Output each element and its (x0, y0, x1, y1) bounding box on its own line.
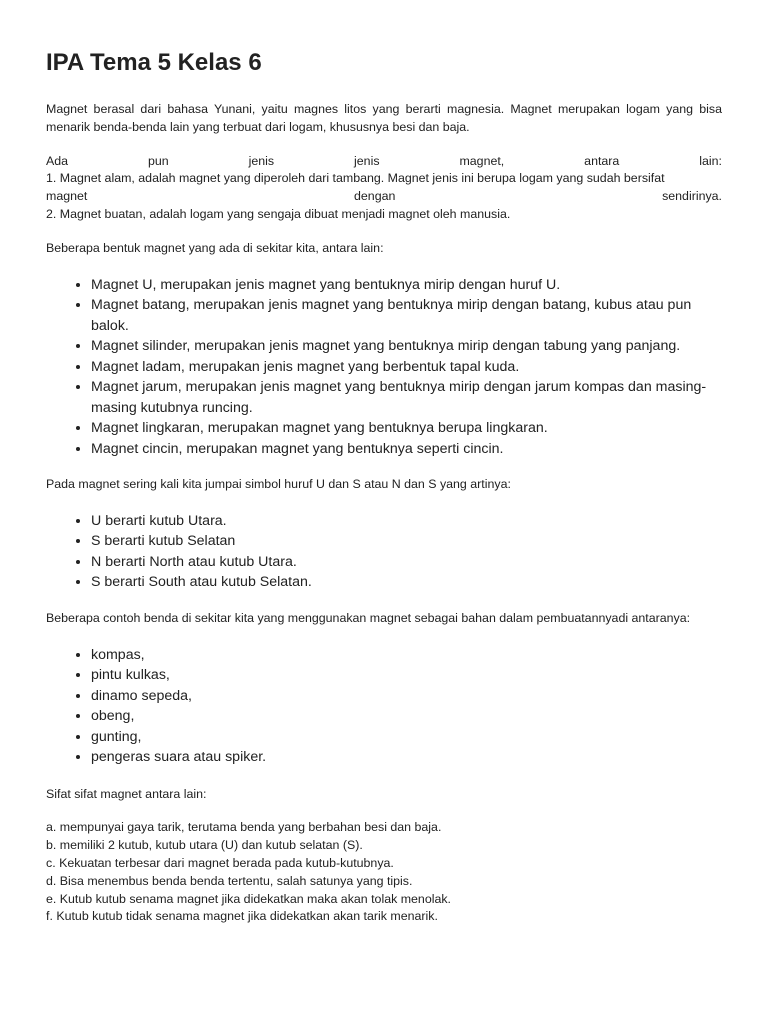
list-item: a. mempunyai gaya tarik, terutama benda yang berbahan besi dan baja. (46, 820, 442, 835)
magnet-types-block (46, 153, 722, 224)
list-item: • kompas, (91, 645, 722, 666)
magnet-shapes-list (46, 275, 722, 460)
list-item: • obeng, (91, 706, 722, 727)
list-item: • S berarti kutub Selatan (91, 531, 722, 552)
magnet-items-list (46, 645, 722, 768)
list-item: c. Kekuatan terbesar dari magnet berada pada kutub-kutubnya. (46, 856, 394, 871)
magnet-items-intro: Beberapa contoh benda di sekitar kita yang menggunakan magnet sebagai bahan dalam pembuatannyadi antaranya: (46, 610, 691, 625)
list-item: • S berarti South atau kutub Selatan. (91, 572, 722, 593)
magnet-poles-list (46, 511, 722, 593)
list-item: b. memiliki 2 kutub, kutub utara (U) dan kutub selatan (S). (46, 838, 363, 853)
list-item: • gunting, (91, 727, 722, 748)
list-item: • N berarti North atau kutub Utara. (91, 552, 722, 573)
list-item: • Magnet batang, merupakan jenis magnet yang bentuknya mirip dengan batang, kubus atau pun balok. (91, 295, 722, 336)
list-item: • Magnet jarum, merupakan jenis magnet yang bentuknya mirip dengan jarum kompas dan masing-masing kutubnya runcing. (91, 377, 722, 418)
magnet-type-artificial: 2. Magnet buatan, adalah logam yang sengaja dibuat menjadi magnet oleh manusia. (46, 206, 511, 221)
magnet-properties-intro: Sifat sifat magnet antara lain: (46, 786, 207, 801)
magnet-poles-intro: Pada magnet sering kali kita jumpai simbol huruf U dan S atau N dan S yang artinya: (46, 477, 511, 492)
magnet-properties-list (46, 819, 722, 926)
list-item: • Magnet ladam, merupakan jenis magnet yang berbentuk tapal kuda. (91, 357, 722, 378)
list-item: • Magnet U, merupakan jenis magnet yang bentuknya mirip dengan huruf U. (91, 275, 722, 296)
list-item: • Magnet cincin, merupakan magnet yang bentuknya seperti cincin. (91, 439, 722, 460)
list-item: • pengeras suara atau spiker. (91, 747, 722, 768)
list-item: • U berarti kutub Utara. (91, 511, 722, 532)
magnet-types-lead: Ada pun jenis jenis magnet, antara lain: (46, 153, 722, 168)
intro-paragraph: Magnet berasal dari bahasa Yunani, yaitu magnes litos yang berarti magnesia. Magnet merupakan logam yang bisa menarik benda-benda lain yang terbuat dari logam, khususnya besi dan baja. (46, 102, 722, 134)
list-item: • dinamo sepeda, (91, 686, 722, 707)
list-item: • Magnet silinder, merupakan jenis magnet yang bentuknya mirip dengan tabung yang panjang. (91, 336, 722, 357)
list-item: f. Kutub kutub tidak senama magnet jika didekatkan akan tarik menarik. (46, 909, 438, 924)
list-item: • Magnet lingkaran, merupakan magnet yang bentuknya berupa lingkaran. (91, 418, 722, 439)
list-item: e. Kutub kutub senama magnet jika didekatkan maka akan tolak menolak. (46, 891, 452, 906)
page-title: IPA Tema 5 Kelas 6 (46, 49, 262, 76)
magnet-shapes-intro: Beberapa bentuk magnet yang ada di sekitar kita, antara lain: (46, 240, 384, 255)
magnet-type-natural-line2: magnet dengan sendirinya. (46, 189, 722, 204)
list-item: d. Bisa menembus benda benda tertentu, salah satunya yang tipis. (46, 873, 413, 888)
magnet-type-natural-line1: 1. Magnet alam, adalah magnet yang diperoleh dari tambang. Magnet jenis ini berupa logam yang sudah bersifat (46, 171, 665, 186)
list-item: • pintu kulkas, (91, 665, 722, 686)
